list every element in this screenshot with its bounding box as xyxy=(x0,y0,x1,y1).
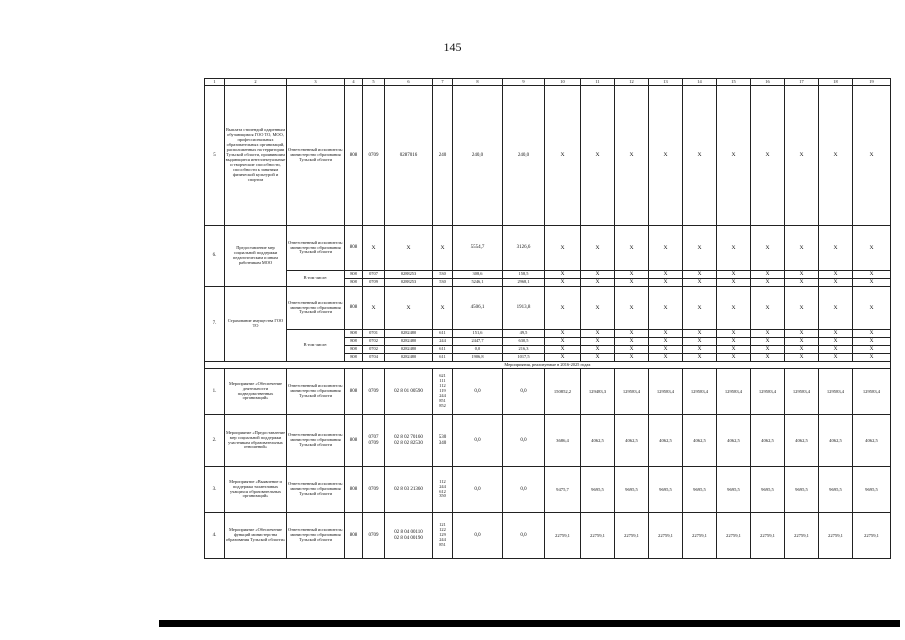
value-cell: 0,0 xyxy=(503,415,545,467)
row-number: 7. xyxy=(205,287,225,362)
csr-cell: 0282480 xyxy=(385,346,433,354)
grbs-cell: 808 xyxy=(345,513,363,559)
row-executor: Ответственный исполнитель: министерство образования Тульской области xyxy=(287,513,345,559)
csr-cell: 0288253 xyxy=(385,271,433,279)
row-number: 4. xyxy=(205,513,225,559)
value-cell: 0,0 xyxy=(503,467,545,513)
vr-cell: 611 xyxy=(433,354,453,362)
rzpr-cell: 0701 xyxy=(363,330,385,338)
value-cell: 22759,1 xyxy=(717,513,751,559)
value-cell: X xyxy=(717,271,751,279)
row-name: Мероприятие «Обеспечение деятельности подведомственных организаций» xyxy=(225,369,287,415)
csr-cell: 02 8 02 70160 02 8 02 82530 xyxy=(385,415,433,467)
value-cell: X xyxy=(615,287,649,330)
value-cell: X xyxy=(785,226,819,271)
including-label: В том числе: xyxy=(287,330,345,362)
col-num-cell: 19 xyxy=(853,79,891,86)
value-cell: 129583,4 xyxy=(615,369,649,415)
value-cell: X xyxy=(785,338,819,346)
value-cell: X xyxy=(649,346,683,354)
value-cell: X xyxy=(853,271,891,279)
table-row xyxy=(205,271,891,279)
value-cell: X xyxy=(649,226,683,271)
value-cell: 129583,4 xyxy=(819,369,853,415)
csr-cell: 02 8 04 00110 02 8 04 00190 xyxy=(385,513,433,559)
value-cell: 5246,1 xyxy=(453,279,503,287)
csr-cell: 02 8 01 00590 xyxy=(385,369,433,415)
value-cell: 9475,7 xyxy=(545,467,581,513)
value-cell: 0,0 xyxy=(503,369,545,415)
value-cell: 308,6 xyxy=(453,271,503,279)
value-cell: X xyxy=(751,330,785,338)
value-cell: X xyxy=(545,346,581,354)
col-num-cell: 11 xyxy=(581,79,615,86)
section-row xyxy=(205,362,891,369)
value-cell: X xyxy=(683,346,717,354)
value-cell: X xyxy=(545,271,581,279)
rzpr-cell: 0709 xyxy=(363,467,385,513)
rzpr-cell: X xyxy=(363,226,385,271)
value-cell: X xyxy=(683,271,717,279)
including-label: В том числе: xyxy=(287,271,345,287)
value-cell: X xyxy=(853,86,891,226)
grbs-cell: 808 xyxy=(345,415,363,467)
value-cell: X xyxy=(683,287,717,330)
value-cell: 2447,7 xyxy=(453,338,503,346)
col-num-cell: 18 xyxy=(819,79,853,86)
value-cell: 4062,5 xyxy=(683,415,717,467)
value-cell: X xyxy=(717,330,751,338)
value-cell: X xyxy=(785,279,819,287)
rzpr-cell: 0707 xyxy=(363,271,385,279)
value-cell: X xyxy=(819,226,853,271)
value-cell: X xyxy=(785,86,819,226)
row-number: 6. xyxy=(205,226,225,287)
grbs-cell: 808 xyxy=(345,271,363,279)
col-num-cell: 12 xyxy=(615,79,649,86)
value-cell: 9695,5 xyxy=(717,467,751,513)
value-cell: 4506,1 xyxy=(453,287,503,330)
value-cell: X xyxy=(819,338,853,346)
value-cell: X xyxy=(751,346,785,354)
value-cell: X xyxy=(581,330,615,338)
value-cell: X xyxy=(785,287,819,330)
value-cell: X xyxy=(649,330,683,338)
value-cell: X xyxy=(785,354,819,362)
value-cell: X xyxy=(615,330,649,338)
rzpr-cell: 0709 xyxy=(363,279,385,287)
value-cell: X xyxy=(853,354,891,362)
value-cell: X xyxy=(545,226,581,271)
value-cell: X xyxy=(649,287,683,330)
row-executor: Ответственный исполнитель: министерство образования Тульской области xyxy=(287,226,345,271)
rzpr-cell: 0709 xyxy=(363,513,385,559)
vr-cell: 240 xyxy=(433,86,453,226)
value-cell: 3126,6 xyxy=(503,226,545,271)
value-cell: 129483,3 xyxy=(581,369,615,415)
value-cell: X xyxy=(649,338,683,346)
value-cell: X xyxy=(853,330,891,338)
grbs-cell: 808 xyxy=(345,226,363,271)
col-num-cell: 14 xyxy=(683,79,717,86)
value-cell: X xyxy=(649,279,683,287)
value-cell: 240,0 xyxy=(453,86,503,226)
value-cell: X xyxy=(683,338,717,346)
value-cell: X xyxy=(717,279,751,287)
row-name: Выплата стипендий одаренным обучающимся ГОО ТО, МОО, профессиональных образовательных организаций, расположенных на территории Тульской области, проявившим выдающиеся интеллектуальные и творческие способности, способности к занятиям физической культурой и спортом xyxy=(225,86,287,226)
value-cell: X xyxy=(717,86,751,226)
value-cell: 22759,1 xyxy=(581,513,615,559)
value-cell: 1017,5 xyxy=(503,354,545,362)
vr-cell: 530 340 xyxy=(433,415,453,467)
value-cell: X xyxy=(751,271,785,279)
grbs-cell: 808 xyxy=(345,467,363,513)
vr-cell: 611 xyxy=(433,330,453,338)
col-num-cell: 1 xyxy=(205,79,225,86)
vr-cell: 121 122 129 244 851 xyxy=(433,513,453,559)
value-cell: 129583,4 xyxy=(717,369,751,415)
col-num-cell: 16 xyxy=(751,79,785,86)
value-cell: 49,5 xyxy=(503,330,545,338)
value-cell: X xyxy=(683,226,717,271)
value-cell: X xyxy=(615,279,649,287)
value-cell: X xyxy=(717,287,751,330)
vr-cell: 530 xyxy=(433,271,453,279)
value-cell: X xyxy=(615,354,649,362)
value-cell: X xyxy=(853,226,891,271)
value-cell: X xyxy=(615,338,649,346)
value-cell: X xyxy=(545,354,581,362)
csr-cell: 0287016 xyxy=(385,86,433,226)
value-cell: X xyxy=(545,279,581,287)
grbs-cell: 808 xyxy=(345,354,363,362)
value-cell: X xyxy=(545,86,581,226)
value-cell: X xyxy=(581,287,615,330)
rzpr-cell: 0704 xyxy=(363,354,385,362)
row-executor: Ответственный исполнитель: министерство образования Тульской области xyxy=(287,86,345,226)
value-cell: 9695,5 xyxy=(581,467,615,513)
csr-cell: X xyxy=(385,287,433,330)
csr-cell: X xyxy=(385,226,433,271)
value-cell: 216,3 xyxy=(503,346,545,354)
col-num-cell: 5 xyxy=(363,79,385,86)
col-num-cell: 6 xyxy=(385,79,433,86)
table-row xyxy=(205,467,891,513)
value-cell: X xyxy=(853,287,891,330)
value-cell: X xyxy=(853,346,891,354)
value-cell: X xyxy=(581,354,615,362)
value-cell: 22759,1 xyxy=(545,513,581,559)
row-executor: Ответственный исполнитель: министерство образования Тульской области xyxy=(287,467,345,513)
col-num-cell: 10 xyxy=(545,79,581,86)
csr-cell: 0282480 xyxy=(385,330,433,338)
csr-cell: 0282480 xyxy=(385,338,433,346)
value-cell: 129583,4 xyxy=(853,369,891,415)
grbs-cell: 808 xyxy=(345,330,363,338)
grbs-cell: 808 xyxy=(345,338,363,346)
csr-cell: 02 8 03 21360 xyxy=(385,467,433,513)
table-row xyxy=(205,287,891,330)
value-cell: X xyxy=(819,279,853,287)
bottom-black-bar xyxy=(159,620,900,627)
value-cell: 0,0 xyxy=(453,346,503,354)
value-cell: X xyxy=(819,330,853,338)
vr-cell: 611 xyxy=(433,346,453,354)
value-cell: X xyxy=(751,226,785,271)
value-cell: X xyxy=(819,287,853,330)
value-cell: 0,0 xyxy=(503,513,545,559)
col-num-cell: 13 xyxy=(649,79,683,86)
rzpr-cell: 0709 xyxy=(363,86,385,226)
value-cell: X xyxy=(751,338,785,346)
value-cell: 22759,1 xyxy=(649,513,683,559)
value-cell: X xyxy=(545,287,581,330)
row-executor: Ответственный исполнитель: министерство образования Тульской области xyxy=(287,287,345,330)
value-cell: X xyxy=(615,86,649,226)
value-cell: 1913,8 xyxy=(503,287,545,330)
table-row xyxy=(205,226,891,271)
row-number: 2. xyxy=(205,415,225,467)
row-name: Мероприятие «Выявление и поддержка талантливых учащихся образовательных организаций» xyxy=(225,467,287,513)
rzpr-cell: X xyxy=(363,287,385,330)
value-cell: X xyxy=(581,338,615,346)
value-cell: 9695,5 xyxy=(649,467,683,513)
value-cell: 22759,1 xyxy=(819,513,853,559)
value-cell: 4062,5 xyxy=(717,415,751,467)
value-cell: 0,0 xyxy=(453,513,503,559)
value-cell: X xyxy=(683,86,717,226)
row-name: Мероприятие «Предоставление мер социальной поддержки участникам образовательных отношений» xyxy=(225,415,287,467)
grbs-cell: 808 xyxy=(345,279,363,287)
value-cell: 5554,7 xyxy=(453,226,503,271)
col-num-cell: 15 xyxy=(717,79,751,86)
value-cell: X xyxy=(751,354,785,362)
value-cell: X xyxy=(717,338,751,346)
row-executor: Ответственный исполнитель: министерство образования Тульской области xyxy=(287,415,345,467)
budget-table xyxy=(204,78,891,559)
table-row xyxy=(205,513,891,559)
value-cell: 9695,5 xyxy=(615,467,649,513)
value-cell: 4062,5 xyxy=(581,415,615,467)
value-cell: X xyxy=(581,279,615,287)
rzpr-cell: 0702 xyxy=(363,338,385,346)
value-cell: 22759,1 xyxy=(853,513,891,559)
grbs-cell: 808 xyxy=(345,369,363,415)
value-cell: 158,5 xyxy=(503,271,545,279)
page-number: 145 xyxy=(443,40,462,54)
value-cell: X xyxy=(785,271,819,279)
value-cell: X xyxy=(785,346,819,354)
value-cell: X xyxy=(751,287,785,330)
value-cell: X xyxy=(683,330,717,338)
section-title: Мероприятия, реализуемые в 2016-2025 годах xyxy=(205,362,891,369)
value-cell: X xyxy=(581,86,615,226)
grbs-cell: 808 xyxy=(345,346,363,354)
value-cell: 4062,5 xyxy=(853,415,891,467)
col-num-cell: 7 xyxy=(433,79,453,86)
value-cell: 22759,1 xyxy=(615,513,649,559)
csr-cell: 0282480 xyxy=(385,354,433,362)
table-row xyxy=(205,330,891,338)
csr-cell: 0288253 xyxy=(385,279,433,287)
rzpr-cell: 0707 0709 xyxy=(363,415,385,467)
value-cell: X xyxy=(683,354,717,362)
col-num-cell: 2 xyxy=(225,79,287,86)
vr-cell: X xyxy=(433,226,453,271)
value-cell: 9695,5 xyxy=(853,467,891,513)
value-cell: 0,0 xyxy=(453,415,503,467)
value-cell: 22759,1 xyxy=(683,513,717,559)
value-cell: 3686,4 xyxy=(545,415,581,467)
value-cell: 150852,2 xyxy=(545,369,581,415)
value-cell: 4062,5 xyxy=(751,415,785,467)
vr-cell: X xyxy=(433,287,453,330)
value-cell: X xyxy=(819,354,853,362)
value-cell: 129583,4 xyxy=(751,369,785,415)
col-num-cell: 4 xyxy=(345,79,363,86)
value-cell: X xyxy=(751,279,785,287)
value-cell: 22759,1 xyxy=(785,513,819,559)
value-cell: X xyxy=(819,86,853,226)
column-number-row xyxy=(205,79,891,86)
value-cell: 9695,5 xyxy=(683,467,717,513)
rzpr-cell: 0709 xyxy=(363,369,385,415)
value-cell: 22759,1 xyxy=(751,513,785,559)
value-cell: X xyxy=(581,226,615,271)
value-cell: 9695,5 xyxy=(819,467,853,513)
grbs-cell: 808 xyxy=(345,86,363,226)
row-name: Предоставление мер социальной поддержки педагогическим и иным работникам МОО xyxy=(225,226,287,287)
value-cell: 129583,4 xyxy=(683,369,717,415)
value-cell: 240,0 xyxy=(503,86,545,226)
value-cell: 1906,8 xyxy=(453,354,503,362)
value-cell: X xyxy=(615,271,649,279)
row-executor: Ответственный исполнитель: министерство образования Тульской области xyxy=(287,369,345,415)
value-cell: X xyxy=(545,338,581,346)
row-number: 5 xyxy=(205,86,225,226)
row-number: 3. xyxy=(205,467,225,513)
value-cell: 9695,5 xyxy=(751,467,785,513)
value-cell: X xyxy=(649,271,683,279)
value-cell: 129583,4 xyxy=(785,369,819,415)
value-cell: 0,0 xyxy=(453,369,503,415)
row-name: Страхование имущества ГОО ТО xyxy=(225,287,287,362)
col-num-cell: 17 xyxy=(785,79,819,86)
value-cell: X xyxy=(615,346,649,354)
value-cell: 4062,5 xyxy=(819,415,853,467)
value-cell: 151,6 xyxy=(453,330,503,338)
row-number: 1. xyxy=(205,369,225,415)
vr-cell: 244 xyxy=(433,338,453,346)
value-cell: 129583,4 xyxy=(649,369,683,415)
value-cell: X xyxy=(581,271,615,279)
grbs-cell: 808 xyxy=(345,287,363,330)
value-cell: 630,5 xyxy=(503,338,545,346)
value-cell: X xyxy=(649,86,683,226)
rzpr-cell: 0702 xyxy=(363,346,385,354)
value-cell: X xyxy=(717,346,751,354)
row-name: Мероприятие «Обеспечение функций министерства образования Тульской области» xyxy=(225,513,287,559)
value-cell: X xyxy=(717,354,751,362)
value-cell: X xyxy=(853,279,891,287)
table-row xyxy=(205,86,891,226)
value-cell: X xyxy=(649,354,683,362)
vr-cell: 530 xyxy=(433,279,453,287)
value-cell: 4062,5 xyxy=(649,415,683,467)
col-num-cell: 3 xyxy=(287,79,345,86)
value-cell: 0,0 xyxy=(453,467,503,513)
value-cell: 9695,5 xyxy=(785,467,819,513)
value-cell: 4062,5 xyxy=(615,415,649,467)
vr-cell: 621 111 112 119 244 851 852 xyxy=(433,369,453,415)
value-cell: X xyxy=(751,86,785,226)
value-cell: X xyxy=(683,279,717,287)
value-cell: 2968,1 xyxy=(503,279,545,287)
value-cell: X xyxy=(853,338,891,346)
value-cell: X xyxy=(545,330,581,338)
value-cell: X xyxy=(581,346,615,354)
value-cell: X xyxy=(615,226,649,271)
value-cell: 4062,5 xyxy=(785,415,819,467)
value-cell: X xyxy=(717,226,751,271)
value-cell: X xyxy=(785,330,819,338)
vr-cell: 112 244 612 350 xyxy=(433,467,453,513)
col-num-cell: 9 xyxy=(503,79,545,86)
col-num-cell: 8 xyxy=(453,79,503,86)
table-row xyxy=(205,415,891,467)
value-cell: X xyxy=(819,271,853,279)
table-row xyxy=(205,369,891,415)
value-cell: X xyxy=(819,346,853,354)
